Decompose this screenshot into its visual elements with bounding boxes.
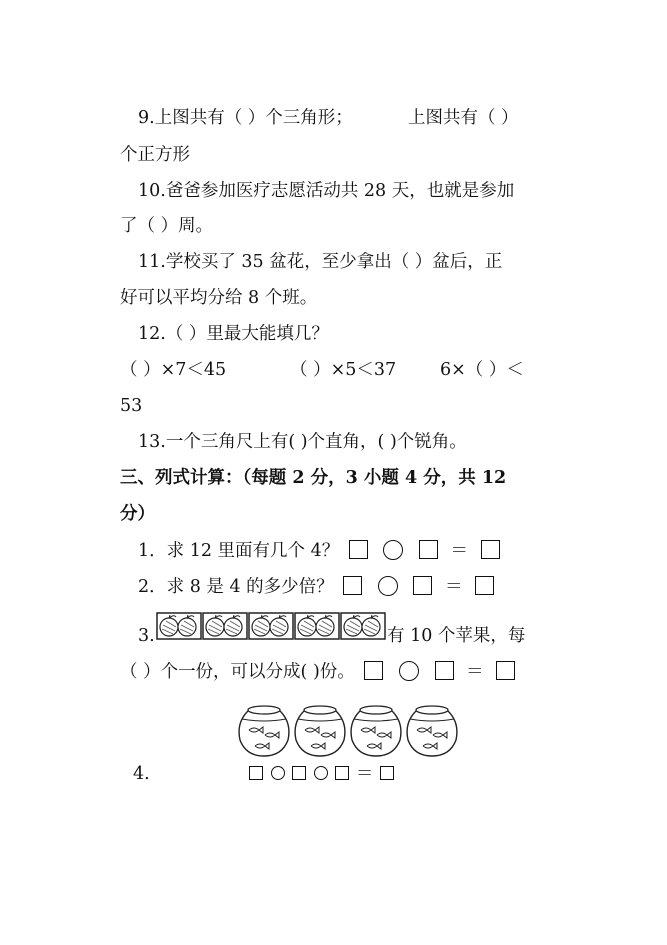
section3-heading-cont: 分） <box>120 504 155 524</box>
answer-box[interactable] <box>292 766 306 780</box>
fishbowl-rim <box>248 706 280 714</box>
q12-item2: （ ）×5＜37 <box>290 360 397 380</box>
apple-group-illustration <box>156 612 386 640</box>
problem-4-prefix: 4. <box>133 764 150 784</box>
problem-3-line2 <box>120 660 519 684</box>
q11-line1: 11.学校买了 35 盆花，至少拿出（ ）盆后，正 <box>138 252 503 272</box>
q12-wrap: 53 <box>120 396 143 416</box>
q12-item3: 6×（ ）＜ <box>440 360 524 380</box>
q9-line2: 个正方形 <box>120 145 190 165</box>
q9-line1 <box>138 106 353 130</box>
problem-4-equation <box>248 762 395 786</box>
answer-box[interactable] <box>364 661 383 680</box>
fishbowl <box>239 710 289 756</box>
answer-box[interactable] <box>343 576 362 595</box>
fishbowl <box>351 710 401 756</box>
fishbowl-rim <box>304 706 336 714</box>
operator-circle[interactable] <box>383 540 403 560</box>
problem-1-text: 1．求 12 里面有几个 4？ <box>138 541 340 561</box>
q13: 13.一个三角尺上有( )个直角，( )个锐角。 <box>138 432 467 452</box>
problem-2 <box>138 575 498 599</box>
q12-title: 12.（ ）里最大能填几？ <box>138 324 329 344</box>
operator-circle[interactable] <box>271 766 285 780</box>
fishbowl-rim <box>416 706 448 714</box>
answer-box[interactable] <box>335 766 349 780</box>
problem-3-suffix: 有 10 个苹果，每 <box>387 626 526 646</box>
result-box[interactable] <box>496 661 515 680</box>
equals-sign: ＝ <box>444 577 463 597</box>
fishbowl <box>295 710 345 756</box>
q9-text2: 上图共有（ ） <box>408 108 519 128</box>
answer-box[interactable] <box>413 576 432 595</box>
problem-1 <box>138 539 504 563</box>
q11-line2: 好可以平均分给 8 个班。 <box>120 288 318 308</box>
fishbowl-rim <box>360 706 392 714</box>
operator-circle[interactable] <box>378 576 398 596</box>
q9-text: 9.上图共有（ ）个三角形； <box>138 108 353 128</box>
answer-box[interactable] <box>349 540 368 559</box>
q10-line1: 10.爸爸参加医疗志愿活动共 28 天，也就是参加 <box>138 181 515 201</box>
operator-circle[interactable] <box>399 661 419 681</box>
fishbowl-illustration <box>236 702 466 760</box>
problem-3-line2-text: （ ）个一份，可以分成( )份。 <box>120 662 355 682</box>
problem-2-text: 2．求 8 是 4 的多少倍？ <box>138 577 334 597</box>
q10-line2: 了（ ）周。 <box>120 216 214 236</box>
equals-sign: ＝ <box>450 541 469 561</box>
fishbowl <box>407 710 457 756</box>
operator-circle[interactable] <box>314 766 328 780</box>
problem-3-prefix: 3. <box>138 626 155 646</box>
q12-item1: （ ）×7＜45 <box>120 360 227 380</box>
equals-sign: ＝ <box>466 662 484 682</box>
answer-box[interactable] <box>249 766 263 780</box>
answer-box[interactable] <box>419 540 438 559</box>
equals-sign: ＝ <box>355 764 374 784</box>
result-box[interactable] <box>475 576 494 595</box>
q9-line1b <box>408 106 519 130</box>
section3-heading: 三、列式计算：（每题 2 分，3 小题 4 分，共 12 <box>120 468 507 488</box>
answer-box[interactable] <box>435 661 454 680</box>
result-box[interactable] <box>481 540 500 559</box>
result-box[interactable] <box>380 766 394 780</box>
